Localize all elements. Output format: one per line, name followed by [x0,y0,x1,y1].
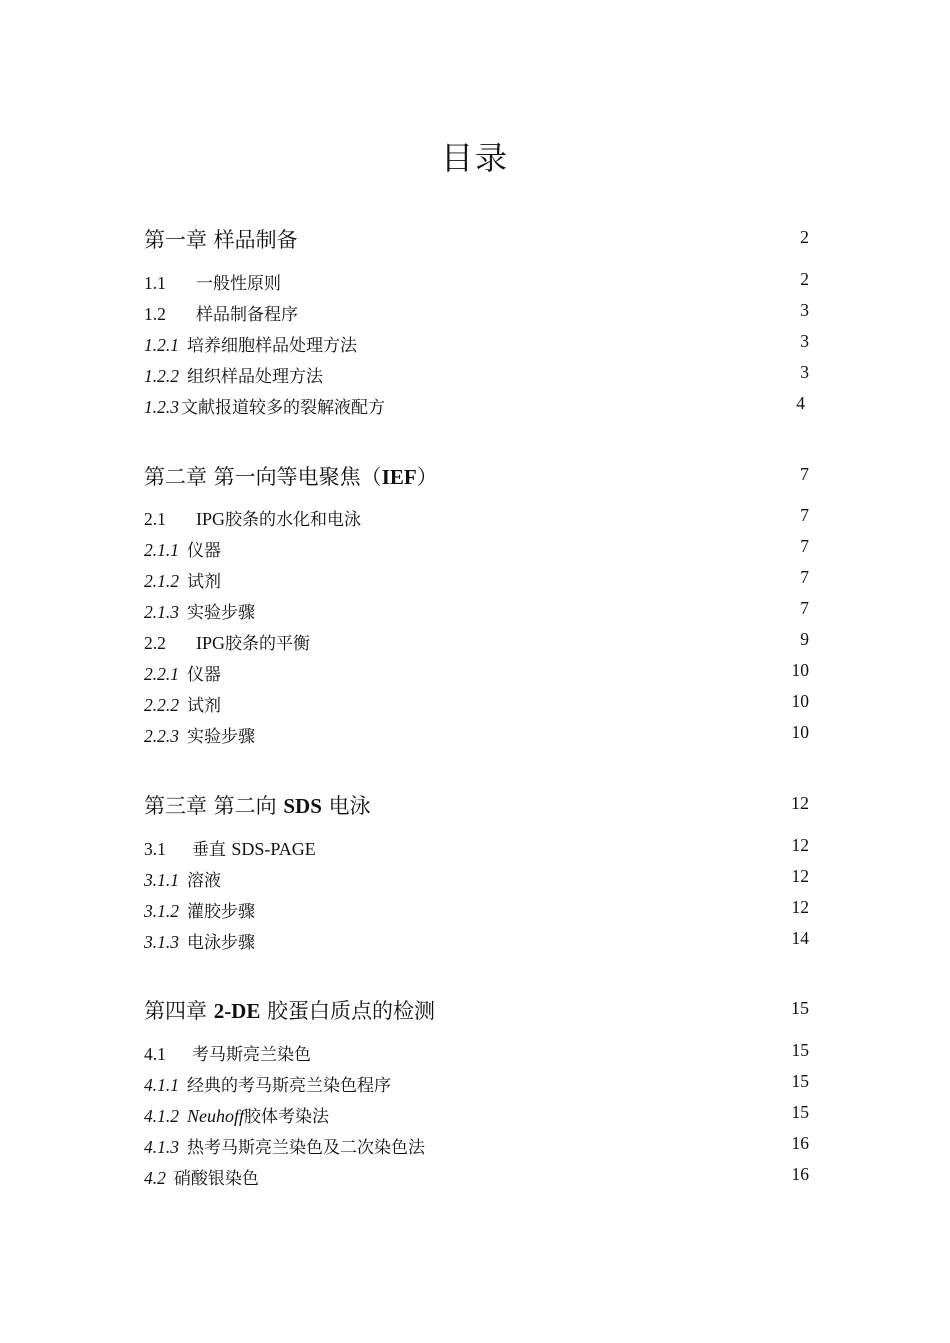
page-number: 7 [800,505,809,525]
entry-label: 实验步骤 [187,727,255,747]
page-number: 7 [800,567,809,587]
entry-number: 2.2 [144,633,166,653]
page-number: 16 [791,1164,809,1184]
chapter-title: 第四章 [144,999,214,1023]
entry-label: 热考马斯亮兰染色及二次染色法 [187,1138,425,1158]
chapter-title-abbr: 2-DE [213,999,261,1023]
toc-entry-1-2[interactable] [144,300,809,328]
chapter-title-suffix: 电泳 [321,794,371,818]
entry-label: 溶液 [187,871,221,891]
chapter-title-abbr: SDS [283,794,322,818]
page-number: 3 [800,362,809,382]
entry-number: 4.1.3 [144,1137,179,1157]
page-number: 16 [791,1133,809,1153]
chapter-title: 第一章 样品制备 [144,228,298,252]
page-number: 12 [791,835,809,855]
entry-label: 仪器 [187,665,221,685]
entry-label: 组织样品处理方法 [187,367,323,387]
entry-label: 培养细胞样品处理方法 [187,336,357,356]
toc-entry-1-2-3[interactable] [144,393,809,421]
entry-number: 2.2.1 [144,664,179,684]
page-number: 9 [800,629,809,649]
entry-label-abbr: IPG [196,633,226,653]
page-number: 7 [800,598,809,618]
chapter-title: 第二章 第一向等电聚焦（ [144,465,382,489]
toc-entry-4-1-3[interactable] [144,1133,809,1161]
entry-label: 试剂 [187,572,221,592]
entry-label: 经典的考马斯亮兰染色程序 [187,1076,391,1096]
entry-number: 3.1.3 [144,932,179,952]
entry-number: 2.1.3 [144,602,179,622]
entry-number: 2.1.2 [144,571,179,591]
toc-entry-4-1[interactable] [144,1040,809,1068]
entry-number: 4.1 [144,1044,166,1064]
page-number: 4 [796,393,805,413]
page-number: 7 [800,464,809,484]
toc-entry-3-1-3[interactable] [144,928,809,956]
page-number: 14 [791,928,809,948]
entry-number: 2.2.3 [144,726,179,746]
entry-number: 2.2.2 [144,695,179,715]
page-number: 12 [791,897,809,917]
entry-label: 文献报道较多的裂解液配方 [181,398,385,418]
toc-entry-1-1[interactable] [144,269,809,297]
entry-label: 考马斯亮兰染色 [192,1045,311,1065]
chapter-title-suffix: ） [416,465,438,489]
page-number: 3 [800,300,809,320]
toc-entry-1-2-2[interactable] [144,362,809,390]
page-number: 2 [800,227,809,247]
toc-chapter-3[interactable] [144,790,809,818]
toc-entry-2-2-2[interactable] [144,691,809,719]
entry-label: 实验步骤 [187,603,255,623]
entry-label: 电泳步骤 [187,933,255,953]
page-number: 15 [791,998,809,1018]
entry-label: 灌胶步骤 [187,902,255,922]
page-number: 3 [800,331,809,351]
toc-entry-1-2-1[interactable] [144,331,809,359]
entry-label-abbr: IPG [196,509,226,529]
toc-entry-4-1-1[interactable] [144,1071,809,1099]
entry-label: 硝酸银染色 [173,1169,259,1189]
page-number: 15 [791,1071,809,1091]
entry-number: 2.1.1 [144,540,179,560]
chapter-title: 第三章 第二向 [144,794,284,818]
toc-entry-4-2[interactable] [144,1164,809,1192]
page-number: 10 [791,722,809,742]
toc-chapter-2[interactable] [144,461,809,489]
entry-number: 3.1 [144,839,166,859]
entry-number: 4.2 [144,1168,166,1188]
entry-label: 一般性原则 [196,274,281,294]
entry-number: 1.2.2 [144,366,179,386]
toc-entry-2-2[interactable] [144,629,809,657]
toc-entry-2-1[interactable] [144,505,809,533]
page-number: 15 [791,1040,809,1060]
entry-label: 胶条的平衡 [225,634,311,654]
page-number: 2 [800,269,809,289]
entry-label: 胶体考染法 [244,1107,329,1127]
entry-number: 1.1 [144,273,166,293]
entry-number: 1.2.3 [144,397,179,417]
toc-entry-2-1-2[interactable] [144,567,809,595]
entry-label: 垂直 [192,840,232,860]
toc-entry-3-1-2[interactable] [144,897,809,925]
toc-entry-2-1-3[interactable] [144,598,809,626]
toc-chapter-4[interactable] [144,995,809,1023]
page-title: 目录 [440,139,509,178]
entry-number: 3.1.1 [144,870,179,890]
toc-entry-2-2-1[interactable] [144,660,809,688]
entry-number: 2.1 [144,509,166,529]
page-number: 12 [791,793,809,813]
entry-label: 试剂 [187,696,221,716]
page-number: 10 [791,660,809,680]
entry-number: 1.2 [144,304,166,324]
toc-entry-3-1-1[interactable] [144,866,809,894]
toc-entry-3-1[interactable] [144,835,809,863]
toc-entry-2-1-1[interactable] [144,536,809,564]
toc-chapter-1[interactable] [144,224,809,252]
toc-entry-2-2-3[interactable] [144,722,809,750]
entry-label: 样品制备程序 [196,305,298,325]
page-number: 10 [791,691,809,711]
chapter-title-suffix: 胶蛋白质点的检测 [260,999,436,1023]
entry-number: 4.1.1 [144,1075,179,1095]
page-number: 12 [791,866,809,886]
page-number: 15 [791,1102,809,1122]
entry-label: 仪器 [187,541,221,561]
entry-number: 1.2.1 [144,335,179,355]
chapter-title-abbr: IEF [381,465,417,489]
toc-entry-4-1-2[interactable] [144,1102,809,1130]
entry-label-abbr: SDS-PAGE [231,839,316,859]
entry-label-author: Neuhoff [187,1106,244,1126]
page-number: 7 [800,536,809,556]
entry-label: 胶条的水化和电泳 [225,510,362,530]
entry-number: 4.1.2 [144,1106,179,1126]
entry-number: 3.1.2 [144,901,179,921]
